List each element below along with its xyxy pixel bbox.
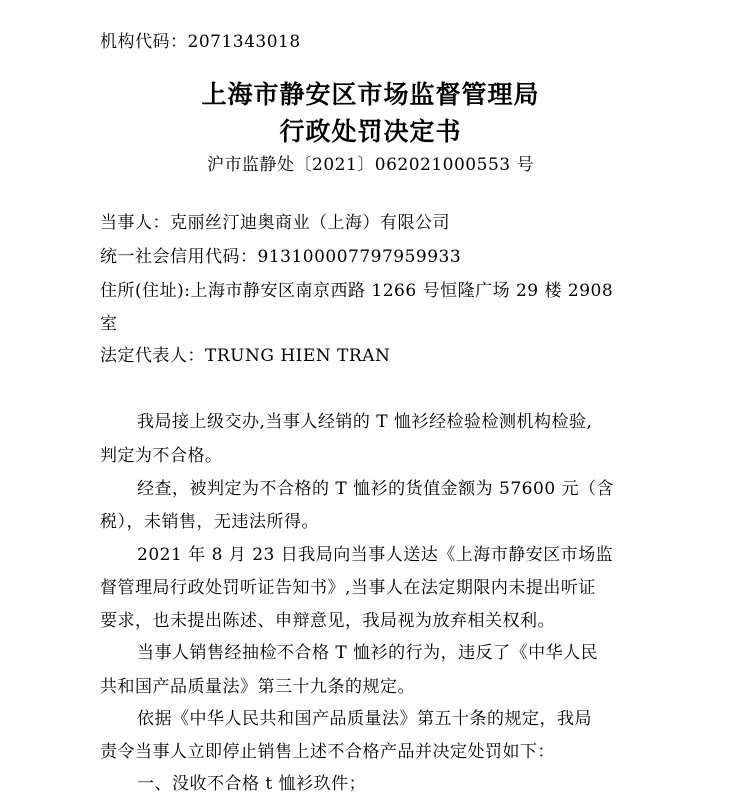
paragraph-3-line-3: 要求，也未提出陈述、申辩意见，我局视为放弃相关权利。 — [100, 611, 555, 631]
org-code: 机构代码：2071343018 — [100, 32, 301, 52]
document-title-type: 行政处罚决定书 — [279, 117, 462, 146]
paragraph-2-line-1: 经查，被判定为不合格的 T 恤衫的货值金额为 57600 元（含 — [137, 479, 615, 499]
party-address: 住所(住址):上海市静安区南京西路 1266 号恒隆广场 29 楼 2908 — [100, 281, 614, 301]
paragraph-3-line-1: 2021 年 8 月 23 日我局向当事人送达《上海市静安区市场监 — [137, 545, 614, 565]
paragraph-1-line-2: 判定为不合格。 — [100, 446, 223, 466]
paragraph-3-line-2: 督管理局行政处罚听证告知书》,当事人在法定期限内未提出听证 — [100, 578, 596, 598]
paragraph-6-line-1: 一、没收不合格 t 恤衫玖件； — [137, 774, 367, 794]
party-address-continued: 室 — [100, 314, 118, 334]
party-name: 当事人：克丽丝汀迪奥商业（上海）有限公司 — [100, 213, 450, 233]
paragraph-5-line-2: 责令当事人立即停止销售上述不合格产品并决定处罚如下： — [100, 742, 555, 762]
document-number: 沪市监静处〔2021〕062021000553 号 — [207, 155, 534, 175]
paragraph-4-line-2: 共和国产品质量法》第三十九条的规定。 — [100, 677, 415, 697]
paragraph-1-line-1: 我局接上级交办,当事人经销的 T 恤衫经检验检测机构检验, — [137, 412, 593, 432]
paragraph-4-line-1: 当事人销售经抽检不合格 T 恤衫的行为，违反了《中华人民 — [137, 643, 599, 663]
party-credit-code: 统一社会信用代码：913100007797959933 — [100, 247, 462, 267]
document-title-agency: 上海市静安区市场监督管理局 — [201, 80, 540, 109]
paragraph-2-line-2: 税），未销售，无违法所得。 — [100, 512, 319, 532]
party-legal-representative: 法定代表人：TRUNG HIEN TRAN — [100, 346, 391, 366]
paragraph-5-line-1: 依据《中华人民共和国产品质量法》第五十条的规定，我局 — [137, 709, 592, 729]
